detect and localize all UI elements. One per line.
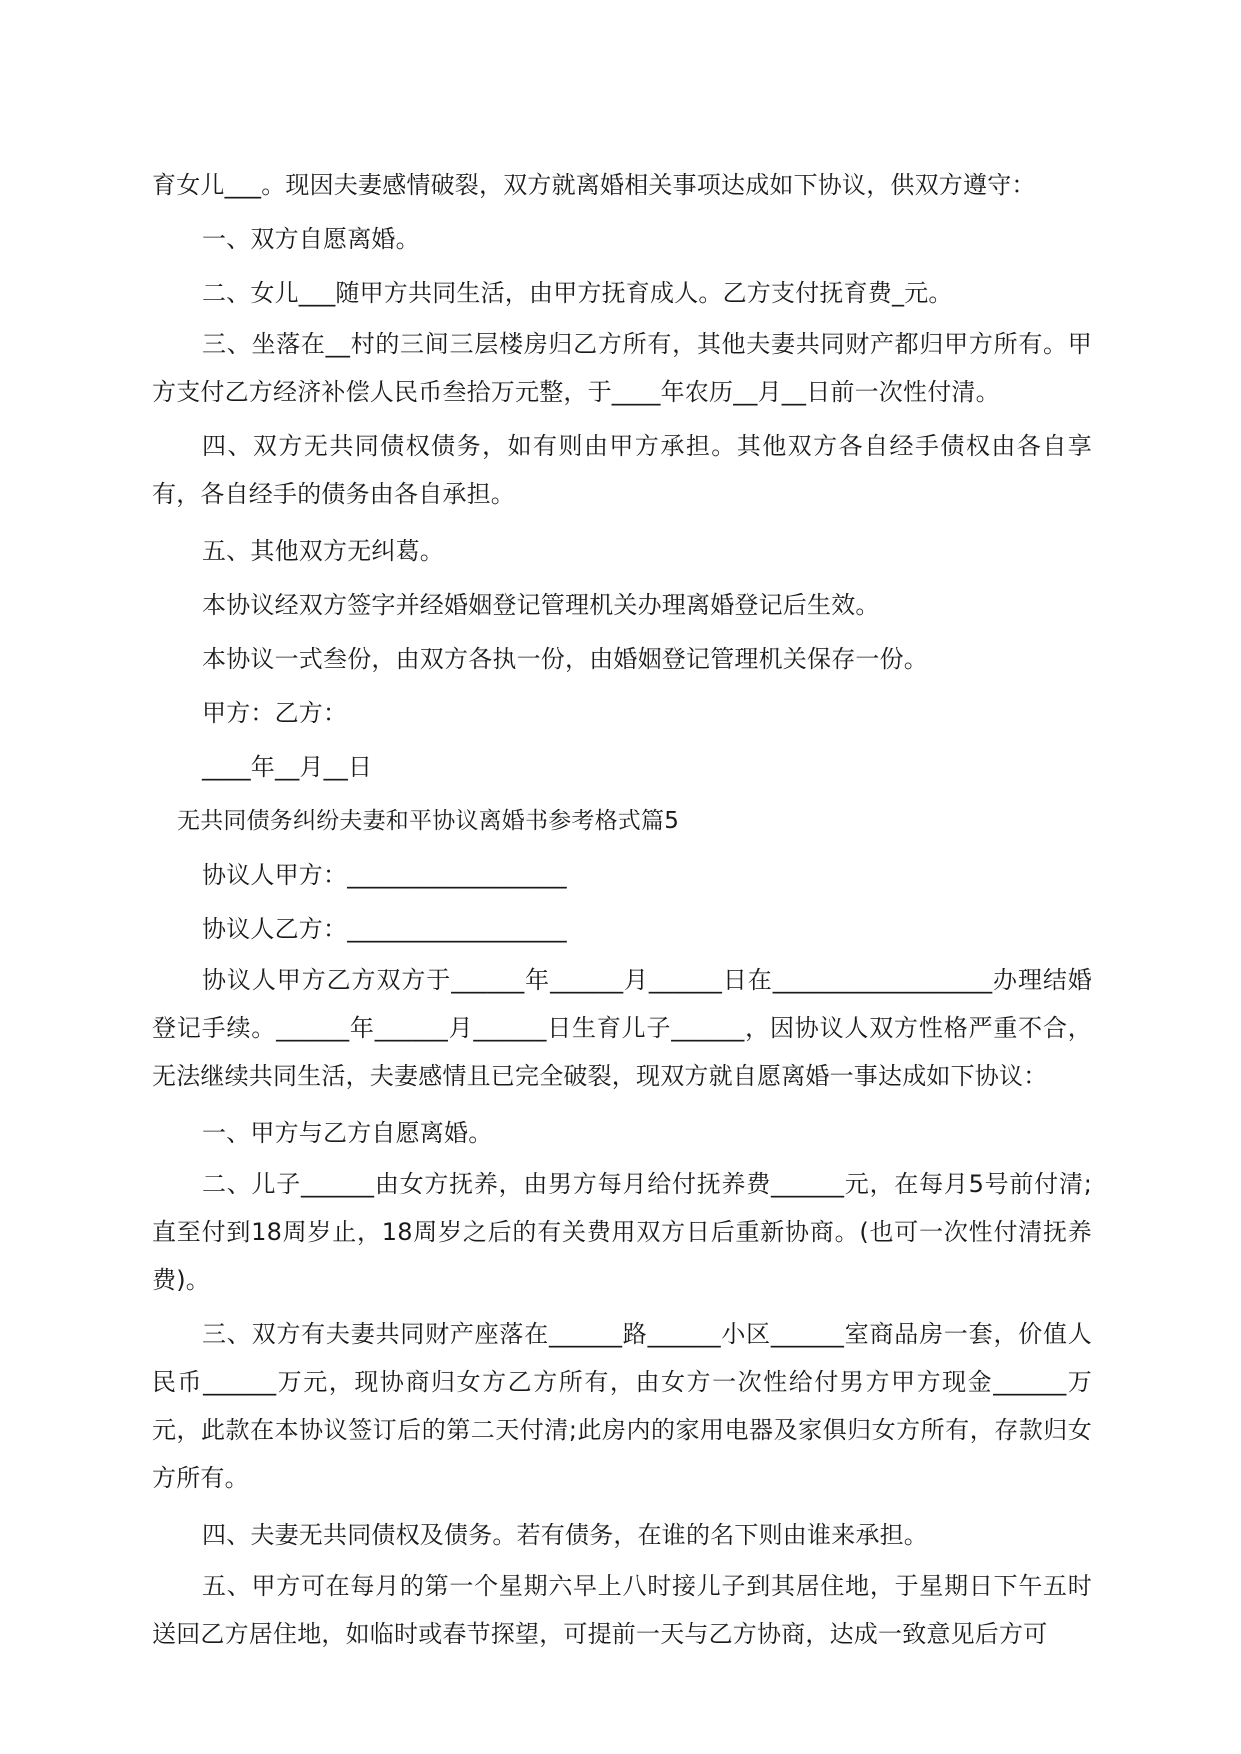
document-body [152,158,1092,1664]
section-title: 无共同债务纠纷夫妻和平协议离婚书参考格式篇5 [177,808,680,834]
clause-5-5: 五、甲方可在每月的第一个星期六早上八时接儿子到其居住地，于星期日下午五时送回乙方居住地，如临时或春节探望，可提前一天与乙方协商，达成一致意见后方可 [152,1572,1092,1648]
signature-line: 甲方：乙方： [202,699,348,727]
party-a-line: 协议人甲方：__________________ [202,861,567,889]
clause-5-4: 四、夫妻无共同债权及债务。若有债务，在谁的名下则由谁来承担。 [202,1521,928,1549]
clause-1: 一、双方自愿离婚。 [202,225,420,253]
clause-5: 五、其他双方无纠葛。 [202,537,444,565]
paragraph-continuation: 育女儿___。现因夫妻感情破裂，双方就离婚相关事项达成如下协议，供双方遵守： [152,171,1036,199]
clause-4: 四、双方无共同债权债务，如有则由甲方承担。其他双方各自经手债权由各自享有，各自经手的债务由各自承担。 [152,432,1092,508]
party-b-line: 协议人乙方：__________________ [202,915,567,943]
intro-paragraph: 协议人甲方乙方双方于______年______月______日在__________________办理结婚登记手续。______年______月______日生育儿子______，因协议人双方性格严重不合，无法继续共同生活，夫妻感情且已完全破裂，现双方就自愿离婚一事达成如下协议： [152,966,1092,1090]
date-line: ____年__月__日 [202,753,373,781]
clause-5-1: 一、甲方与乙方自愿离婚。 [202,1119,493,1147]
clause-5-2: 二、儿子______由女方抚养，由男方每月给付抚养费______元，在每月5号前付清;直至付到18周岁止，18周岁之后的有关费用双方日后重新协商。(也可一次性付清抚养费)。 [152,1170,1092,1294]
clause-3: 三、坐落在__村的三间三层楼房归乙方所有，其他夫妻共同财产都归甲方所有。甲方支付乙方经济补偿人民币叁拾万元整，于____年农历__月__日前一次性付清。 [152,330,1092,406]
effective-clause: 本协议经双方签字并经婚姻登记管理机关办理离婚登记后生效。 [202,591,880,619]
copies-clause: 本协议一式叁份，由双方各执一份，由婚姻登记管理机关保存一份。 [202,645,928,673]
clause-5-3: 三、双方有夫妻共同财产座落在______路______小区______室商品房一套，价值人民币______万元，现协商归女方乙方所有，由女方一次性给付男方甲方现金______万元，此款在本协议签订后的第二天付清;此房内的家用电器及家俱归女方所有，存款归女方所有。 [152,1320,1092,1492]
clause-2: 二、女儿___随甲方共同生活，由甲方抚育成人。乙方支付抚育费_元。 [202,279,953,307]
